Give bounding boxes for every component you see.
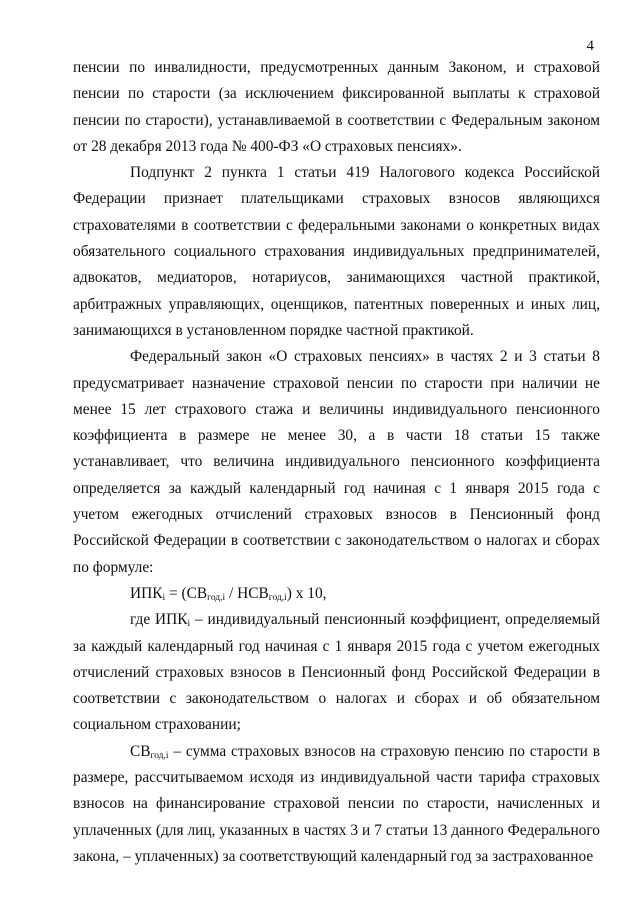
paragraph-ipk-definition [73, 607, 600, 738]
formula-sub-god-i: год,i [207, 592, 226, 603]
ipk-definition-text: – индивидуальный пенсионный коэффициент, определяемый за каждый календарный год начиная с 1 января 2015 года с учетом ежегодных отчислений страховых взносов в Пенсионный фонд Российской Федерации в соответствии с законодательством о налогах и сборах и об обязательном социальном страховании; [73, 611, 600, 734]
paragraph-continuation: пенсии по инвалидности, предусмотренных данным Законом, и страховой пенсии по старости (за исключением фиксированной выплаты к страховой пенсии по старости), устанавливаемой в соответствии с Федеральным законом от 28 декабря 2013 года № 400-ФЗ «О страховых пенсиях». [73, 59, 600, 155]
formula-sv: = (СВ [165, 584, 208, 602]
paragraph-sv-definition [73, 739, 600, 870]
formula-sub-god-i-2: год,i [268, 592, 287, 603]
formula-tail: ) х 10, [286, 584, 327, 602]
sv-definition-sub: год,i [150, 750, 169, 761]
sv-definition-lead: СВ [130, 742, 151, 760]
page-number: 4 [586, 38, 594, 54]
formula-nsv: / НСВ [225, 584, 269, 602]
ipk-definition-lead: где ИПК [130, 611, 188, 629]
formula-sub-i: i [162, 592, 166, 603]
sv-definition-text: – сумма страховых взносов на страховую пенсию по старости в размере, рассчитываемом исходя из индивидуальной части тарифа страховых взносов на финансирование страховой пенсии по старости, начисленных и уплаченных (для лиц, указанных в частях 3 и 7 статьи 13 данного Федерального закона, – уплаченных) за соответствующий календарный год за застрахованное [73, 742, 600, 865]
formula-ipk-symbol: ИПК [130, 584, 163, 602]
formula-ipk [73, 581, 600, 607]
paragraph-pension-law: Федеральный закон «О страховых пенсиях» в частях 2 и 3 статьи 8 предусматривает назначение страховой пенсии по старости при наличии не менее 15 лет страхового стажа и величины индивидуального пенсионного коэффициента в размере не менее 30, а в части 18 статьи 15 также устанавливает, что величина индивидуального пенсионного коэффициента определяется за каждый календарный год начиная с 1 января 2015 года с учетом ежегодных отчислений страховых взносов в Пенсионный фонд Российской Федерации в соответствии с законодательством о налогах и сборах по формуле: [73, 348, 600, 576]
ipk-definition-sub: i [187, 619, 191, 630]
paragraph-tax-code: Подпункт 2 пункта 1 статьи 419 Налогового кодекса Российской Федерации признает плательщиками страховых взносов являющихся страхователями в соответствии с федеральными законами о конкретных видах обязательного социального страхования индивидуальных предпринимателей, адвокатов, медиаторов, нотариусов, занимающихся частной практикой, арбитражных управляющих, оценщиков, патентных поверенных и иных лиц, занимающихся в установленном порядке частной практикой. [73, 164, 600, 339]
document-body [73, 55, 600, 870]
